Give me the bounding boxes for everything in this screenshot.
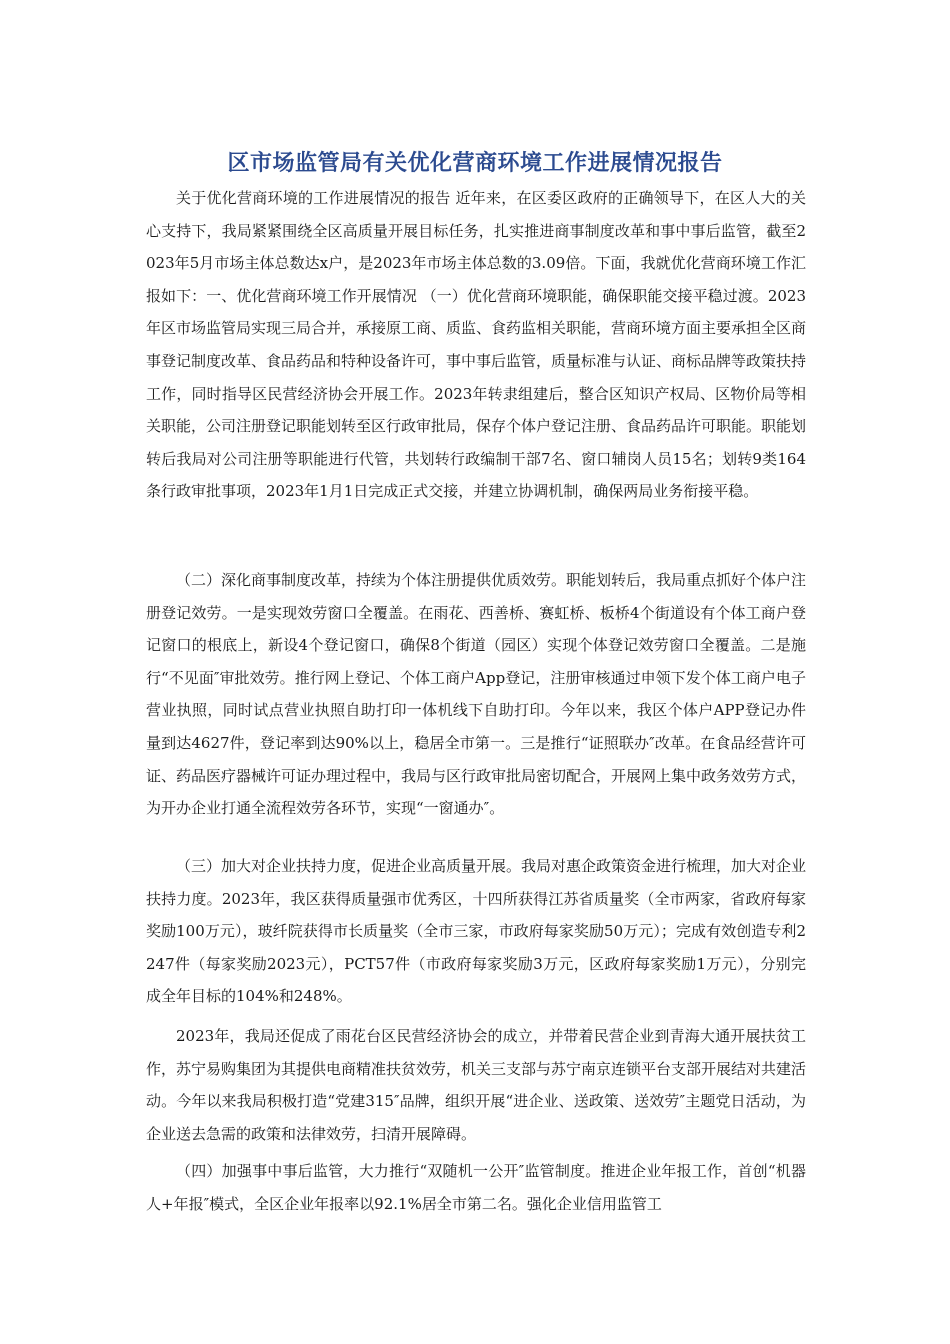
paragraph-commercial-reform: （二）深化商事制度改革，持续为个体注册提供优质效劳。职能划转后，我局重点抓好个体户注册登记效劳。一是实现效劳窗口全覆盖。在雨花、西善桥、赛虹桥、板桥4个街道设有个体工商户登记窗口的根底上，新设4个登记窗口，确保8个街道（园区）实现个体登记效劳窗口全覆盖。二是施行“不见面″审批效劳。推行网上登记、个体工商户App登记，注册审核通过申领下发个体工商户电子营业执照，同时试点营业执照自助打印一体机线下自助打印。今年以来，我区个体户APP登记办件量到达4627件，登记率到达90%以上，稳居全市第一。三是推行“证照联办″改革。在食品经营许可证、药品医疗器械许可证办理过程中，我局与区行政审批局密切配合，开展网上集中政务效劳方式，为开办企业打通全流程效劳各环节，实现“一窗通办″。: [146, 571, 807, 818]
paragraph-enterprise-support: （三）加大对企业扶持力度，促进企业高质量开展。我局对惠企政策资金进行梳理，加大对企业扶持力度。2023年，我区获得质量强市优秀区，十四所获得江苏省质量奖（全市两家，省政府每家奖励100万元），玻纤院获得市长质量奖（全市三家，市政府每家奖励50万元）；完成有效创造专利2247件（每家奖励2023元），PCT57件（市政府每家奖励3万元，区政府每家奖励1万元），分别完成全年目标的104%和248%。: [146, 857, 807, 1006]
page-title: 区市场监管局有关优化营商环境工作进展情况报告: [227, 150, 723, 176]
paragraph-intro: 关于优化营商环境的工作进展情况的报告 近年来，在区委区政府的正确领导下，在区人大的关心支持下，我局紧紧围绕全区高质量开展目标任务，扎实推进商事制度改革和事中事后监管，截至2023年5月市场主体总数达x户，是2023年市场主体总数的3.09倍。下面，我就优化营商环境工作汇报如下：一、优化营商环境工作开展情况 （一）优化营商环境职能，确保职能交接平稳过渡。2023年区市场监管局实现三局合并，承接原工商、质监、食药监相关职能，营商环境方面主要承担全区商事登记制度改革、食品药品和特种设备许可，事中事后监管，质量标准与认证、商标品牌等政策扶持工作，同时指导区民营经济协会开展工作。2023年转隶组建后，整合区知识产权局、区物价局等相关职能，公司注册登记职能划转至区行政审批局，保存个体户登记注册、食品药品许可职能。职能划转后我局对公司注册等职能进行代管，共划转行政编制干部7名、窗口辅岗人员15名；划转9类164条行政审批事项，2023年1月1日完成正式交接，并建立协调机制，确保两局业务衔接平稳。: [146, 189, 807, 501]
paragraph-supervision: （四）加强事中事后监管，大力推行“双随机一公开″监管制度。推进企业年报工作，首创“机器人+年报″模式，全区企业年报率以92.1%居全市第二名。强化企业信用监管工: [146, 1162, 806, 1213]
paragraph-private-economy: 2023年，我局还促成了雨花台区民营经济协会的成立，并带着民营企业到青海大通开展扶贫工作，苏宁易购集团为其提供电商精准扶贫效劳，机关三支部与苏宁南京连锁平台支部开展结对共建活动。今年以来我局积极打造“党建315″品牌，组织开展“进企业、送政策、送效劳″主题党日活动，为企业送去急需的政策和法律效劳，扫清开展障碍。: [146, 1027, 807, 1143]
